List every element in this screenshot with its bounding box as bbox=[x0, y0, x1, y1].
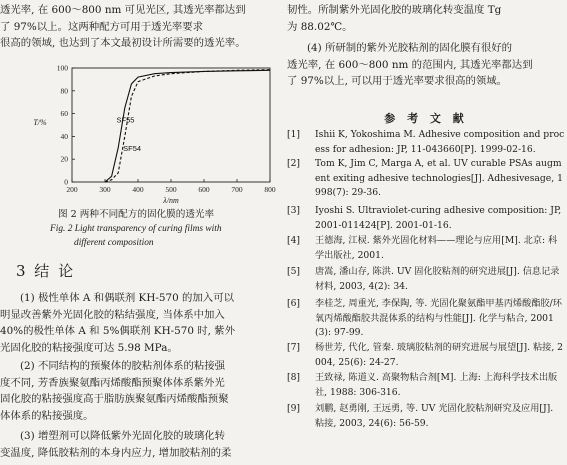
plot-frame bbox=[72, 68, 270, 182]
reference-text: 李桂芝, 周重光, 李保陶, 等. 光固化聚氨酯甲基丙烯酸酯胶/环氧丙烯酸酯胶共混体系的结构与性能[J]. 化学与粘合, 2001(3): 97-99. bbox=[315, 298, 562, 339]
y-tick-label: 100 bbox=[56, 63, 68, 73]
text-line: (4) 所研制的紫外光胶粘剂的固化膜有很好的 bbox=[307, 42, 513, 54]
reference-text: Ishii K, Yokoshima M. Adhesive composition and process for adhesion: JP, 11-043660[P]. 1999-02-16. bbox=[315, 129, 565, 155]
references-heading: 参 考 文 献 bbox=[384, 112, 468, 125]
reference-text: 王德海, 江棂. 紫外光固化材料——理论与应用[M]. 北京: 科学出版社, 2001. bbox=[315, 235, 558, 261]
reference-text: 王致禄, 陈道义. 高聚物粘合剂[M]. 上海: 上海科学技术出版社, 1988: 306-316. bbox=[315, 372, 558, 398]
x-tick-label: 600 bbox=[198, 185, 210, 194]
caption-en-2: different composition bbox=[74, 238, 154, 248]
figure-2 bbox=[26, 58, 286, 208]
text-line: 透光率, 在 600～800 nm 可见光区, 其透光率都达到 bbox=[0, 4, 246, 16]
y-tick-label: 80 bbox=[60, 86, 68, 96]
text-line: 40%的极性单体 A 和 5%偶联剂 KH-570 时, 紫外 bbox=[0, 325, 236, 338]
reference-text: 唐嵩, 潘山存, 陈洪. UV 固化胶粘剂的研究进展[J]. 信息记录材料, 2003, 4(2): 34. bbox=[315, 266, 560, 292]
series-line-sf55 bbox=[105, 70, 270, 182]
reference-number: [4] bbox=[287, 235, 301, 246]
x-tick-label: 700 bbox=[231, 185, 243, 194]
y-tick-label: 0 bbox=[64, 177, 68, 187]
text-line: (2) 不同结构的预聚体的胶粘剂体系的粘接强 bbox=[20, 360, 226, 372]
reference-text: 杨世芳, 代化, 管秦. 玻璃胶粘剂的研究进展与展望[J]. 粘接, 2004, 25(6): 24-27. bbox=[315, 342, 564, 368]
x-tick-label: 200 bbox=[66, 185, 78, 194]
reference-number: [9] bbox=[287, 403, 301, 414]
reference-text: Iyoshi S. Ultraviolet-curing adhesive composition: JP, 2001-011424[P]. 2001-01-16. bbox=[315, 205, 562, 231]
section-heading: 3 结 论 bbox=[16, 262, 76, 280]
text-line: 体体系的粘接强度。 bbox=[0, 409, 94, 422]
reference-number: [2] bbox=[287, 158, 301, 169]
series-label: SF55 bbox=[116, 115, 135, 125]
reference-text: 刘鹏, 赵勇刚, 王远勇, 等. UV 光固化胶粘剂研究及应用[J]. 粘接, 2003, 24(6): 56-59. bbox=[315, 403, 554, 429]
text-line: 了 97%以上, 可以用于透光率要求很高的领域。 bbox=[287, 75, 508, 88]
conclusion-2 bbox=[0, 358, 229, 424]
series-line-sf54 bbox=[105, 70, 270, 182]
x-tick-label: 500 bbox=[165, 185, 177, 194]
figure-caption bbox=[0, 208, 280, 250]
text-line: 很高的领域, 也达到了本文最初设计所需要的透光率。 bbox=[0, 37, 246, 50]
text-line: 固化胶的粘接强度高于脂肪族聚氨酯丙烯酸酯预聚 bbox=[0, 393, 229, 406]
y-tick-label: 40 bbox=[60, 131, 68, 141]
x-tick-label: 400 bbox=[132, 185, 144, 194]
text-line: 了 97%以上。这两种配方可用于透光率要求 bbox=[0, 20, 204, 33]
x-tick-label: 300 bbox=[99, 185, 111, 194]
caption-en-1: Fig. 2 Light transparency of curing films with bbox=[50, 224, 222, 234]
x-tick-label: 800 bbox=[264, 185, 276, 194]
reference-number: [7] bbox=[287, 342, 301, 353]
intro-paragraph bbox=[0, 2, 246, 52]
x-axis-label: λ/nm bbox=[163, 196, 179, 205]
conclusion-1 bbox=[0, 290, 235, 356]
reference-number: [3] bbox=[287, 205, 301, 216]
text-line: 度不同, 芳香族聚氨酯丙烯酸酯预聚体体系紫外光 bbox=[0, 376, 225, 389]
text-line: (1) 极性单体 A 和偶联剂 KH-570 的加入可以 bbox=[20, 292, 234, 304]
caption-zh: 图 2 两种不同配方的固化膜的透光率 bbox=[58, 209, 215, 220]
y-axis-label: T/% bbox=[33, 118, 47, 127]
conclusion-3-continued bbox=[287, 2, 501, 35]
reference-number: [5] bbox=[287, 266, 301, 277]
reference-text: Tom K, Jim C, Marga A, et al. UV curable PSAs augment exiting adhesive technologies[J]. Adhesivesage, 1998(7): 29-36. bbox=[315, 158, 563, 199]
text-line: 变温度, 降低胶粘剂的本身内应力, 增加胶粘剂的柔 bbox=[0, 446, 232, 459]
reference-number: [6] bbox=[287, 298, 301, 309]
reference-number: [1] bbox=[287, 129, 301, 140]
text-line: 韧性。所制紫外光固化胶的玻璃化转变温度 Tg bbox=[287, 4, 502, 16]
text-line: 光固化胶的粘接强度可达 5.98 MPa。 bbox=[0, 341, 178, 354]
text-line: 明显改善紫外光固化胶的粘结强度, 当体系中加入 bbox=[0, 308, 225, 321]
conclusion-3 bbox=[0, 428, 231, 461]
transmittance-chart bbox=[26, 58, 286, 208]
text-line: (3) 增塑剂可以降低紫外光固化胶的玻璃化转 bbox=[20, 430, 226, 442]
y-tick-label: 60 bbox=[60, 109, 68, 119]
series-label: SF54 bbox=[123, 144, 142, 154]
reference-number: [8] bbox=[287, 372, 301, 383]
text-line: 透光率, 在 600～800 nm 的范围内, 其透光率都达到 bbox=[287, 58, 533, 71]
conclusion-4 bbox=[287, 40, 533, 90]
y-tick-label: 20 bbox=[60, 154, 68, 164]
text-line: 为 88.02℃。 bbox=[287, 20, 353, 33]
